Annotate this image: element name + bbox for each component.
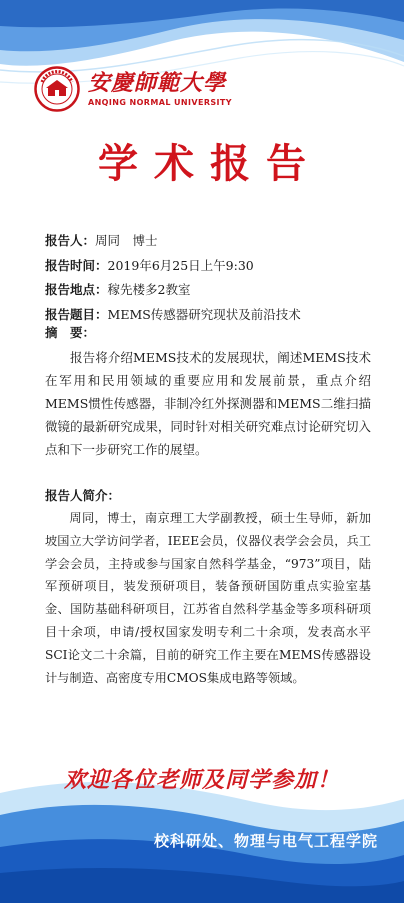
university-logo (34, 66, 232, 112)
topic-value: MEMS传感器研究现状及前沿技术 (107, 306, 301, 322)
poster-title: 学术报告 (98, 141, 322, 187)
place-value: 稼先楼多2教室 (107, 282, 191, 298)
place-label: 报告地点： (45, 282, 108, 298)
time-row (45, 254, 375, 279)
time-label: 报告时间： (45, 257, 108, 273)
speaker-value: 周同 博士 (95, 233, 158, 248)
speaker-row (45, 229, 375, 254)
abstract-label: 摘 要： (45, 325, 96, 340)
university-name-en: ANQING NORMAL UNIVERSITY (88, 98, 232, 107)
place-row (45, 278, 375, 303)
bio-label: 报告人简介： (45, 488, 121, 503)
abstract-text: 报告将介绍MEMS技术的发展现状，阐述MEMS技术在军用和民用领域的重要应用和发展前景，重点介绍MEMS惯性传感器，非制冷红外探测器和MEMS二维扫描微镜的最新研究成果，同时针对相关研究难点讨论研究切入点和下一步研究工作的展望。 (45, 350, 371, 457)
university-seal-icon (34, 66, 80, 112)
time-value: 2019年6月25日上午9:30 (107, 257, 254, 273)
bio-text: 周同，博士，南京理工大学副教授，硕士生导师，新加坡国立大学访问学者，IEEE会员，仪器仪表学会会员，兵工学会会员，主持或参与国家自然科学基金，“973”项目，陆军预研项目，装发预研项目，装备预研国防重点实验室基金、国防基础科研项目，江苏省自然科学基金等多项科研项目十余项，申请/授权国家发明专利二十余项，发表高水平SCI论文二十余篇，目前的研究工作主要在MEMS传感器设计与制造、高密度专用CMOS集成电路等领域。 (45, 511, 371, 685)
topic-label: 报告题目： (45, 306, 108, 322)
report-info (45, 229, 375, 327)
university-name-cn: 安慶師範大學 (88, 70, 227, 96)
welcome-slogan: 欢迎各位老师及同学参加！ (63, 767, 340, 793)
speaker-label: 报告人： (45, 233, 96, 248)
host-organizations: 校科研处、物理与电气工程学院 (153, 832, 378, 850)
